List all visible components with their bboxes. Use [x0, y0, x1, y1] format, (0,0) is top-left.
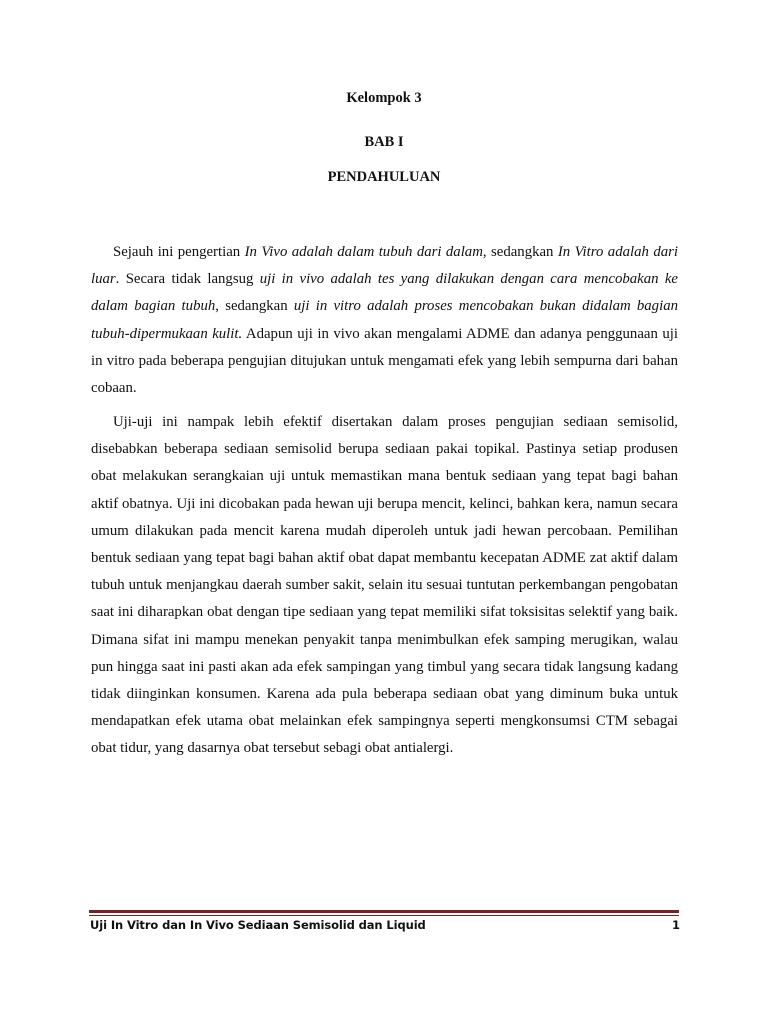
- heading-title: PENDAHULUAN: [327, 169, 441, 185]
- paragraph-1-italic-2: In Vitro adalah dari luar: [91, 244, 678, 288]
- paragraph-1-italic-3: uji in vivo adalah tes yang dilakukan dengan cara mencobakan ke dalam bagian tubuh: [91, 271, 678, 315]
- paragraph-1-text-1: Sejauh ini pengertian: [113, 244, 245, 260]
- footer-rule-thin: [89, 915, 679, 916]
- paragraph-1-text-4: , sedangkan: [215, 298, 294, 315]
- heading-chapter: BAB I: [364, 134, 404, 150]
- footer-rule-thick: [89, 910, 679, 913]
- footer-page-number: 1: [671, 918, 680, 932]
- paragraph-1-text-2: , sedangkan: [482, 244, 558, 260]
- heading-group: Kelompok 3: [346, 90, 422, 106]
- paragraph-2: [91, 409, 678, 763]
- paragraph-1-italic-1: In Vivo adalah dalam tubuh dari dalam: [244, 244, 483, 260]
- paragraph-1-text-5: Adapun uji in vivo akan mengalami ADME dan adanya penggunaan uji in vitro pada beberapa pengujian ditujukan untuk mengamati efek yang lebih sempurna dari bahan cobaan.: [91, 325, 678, 397]
- footer-title: Uji In Vitro dan In Vivo Sediaan Semisolid dan Liquid: [90, 918, 426, 932]
- paragraph-2-text: Uji-uji ini nampak lebih efektif disertakan dalam proses pengujian sediaan semisolid, disebabkan beberapa sediaan semisolid berupa sediaan pakai topikal. Pastinya setiap produsen obat melakukan serangkaian uji untuk memastikan mana bentuk sediaan yang tepat bagi bahan aktif obatnya. Uji ini dicobakan pada hewan uji berupa mencit, kelinci, bahkan kera, namun secara umum dilakukan pada mencit karena mudah diperoleh untuk jadi hewan percobaan. Pemilihan bentuk sediaan yang tepat bagi bahan aktif obat dapat membantu kecepatan ADME zat aktif dalam tubuh untuk menjangkau daerah sumber sakit, selain itu sesuai tuntutan perkembangan pengobatan saat ini diharapkan obat dengan tipe sediaan yang tepat memiliki sifat toksisitas selektif yang baik. Dimana sifat ini mampu menekan penyakit tanpa menimbulkan efek samping merugikan, walau pun hingga saat ini pasti akan ada efek sampingan yang timbul yang secara tidak langsung kadang tidak diinginkan konsumen. Karena ada pula beberapa sediaan obat yang diminum buka untuk mendapatkan efek utama obat melainkan efek sampingnya seperti mengkonsumsi CTM sebagai obat tidur, yang dasarnya obat tersebut sebagi obat antialergi.: [91, 414, 678, 757]
- paragraph-1-italic-4: uji in vitro adalah proses mencobakan bukan didalam bagian tubuh-dipermukaan kulit.: [91, 298, 678, 342]
- paragraph-1-text-3: . Secara tidak langsug: [115, 271, 260, 288]
- paragraph-1: [91, 239, 678, 402]
